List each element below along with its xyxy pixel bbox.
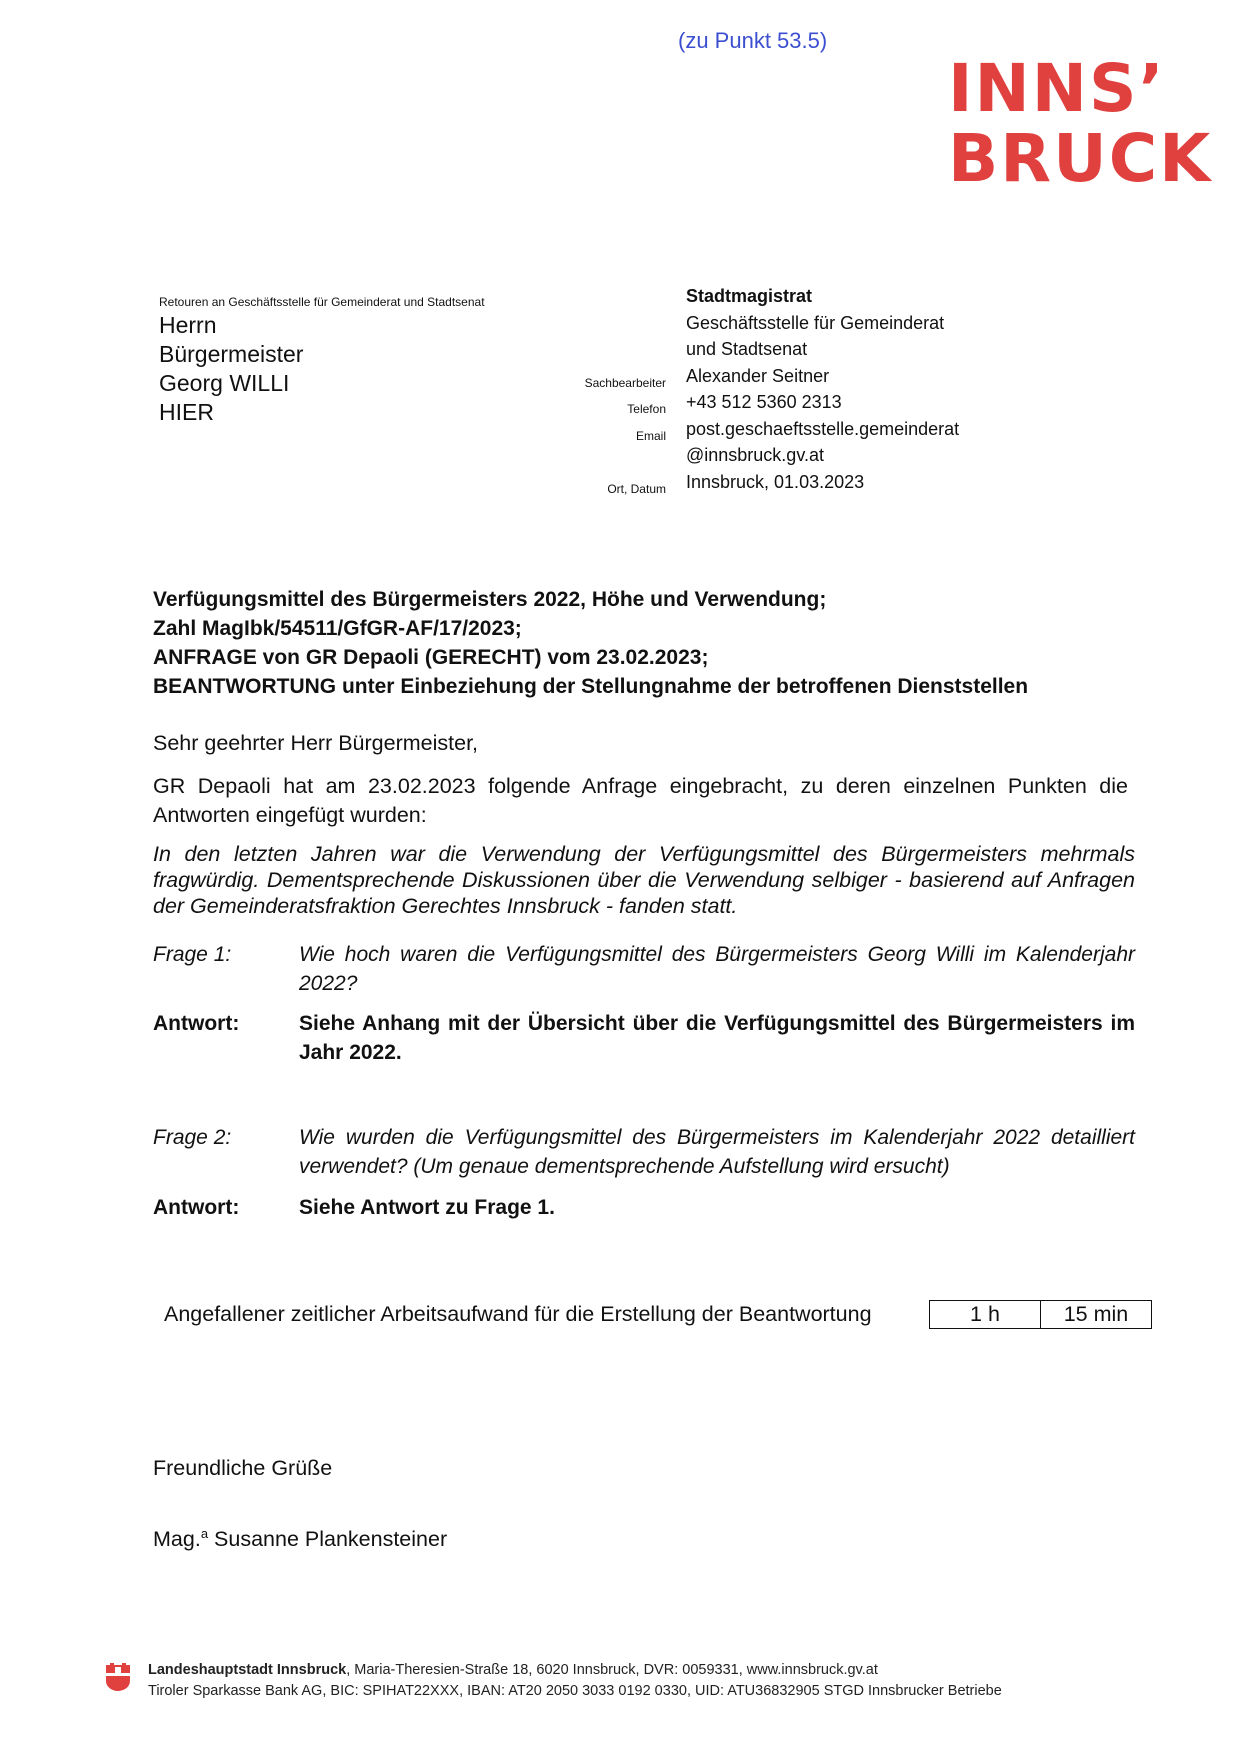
clerk-name: Alexander Seitner <box>686 365 830 386</box>
signer-sup: a <box>200 1526 209 1541</box>
signer <box>153 1526 447 1552</box>
subject-block <box>153 585 1133 701</box>
footer-org: Landeshauptstadt Innsbruck <box>148 1662 347 1678</box>
recipient-line: Herrn <box>159 312 217 338</box>
question-label: Frage 1: <box>153 943 232 966</box>
closing-greeting: Freundliche Grüße <box>153 1456 333 1480</box>
answer-text: Siehe Antwort zu Frage 1. <box>299 1196 555 1219</box>
office-line: und Stadtsenat <box>686 339 808 359</box>
effort-minutes: 15 min <box>1041 1301 1152 1329</box>
footer-line-2: Tiroler Sparkasse Bank AG, BIC: SPIHAT22XXX, IBAN: AT20 2050 3033 0192 0330, UID: ATU36832905 STGD Innsbrucker Betriebe <box>148 1683 1002 1699</box>
subject-line: BEANTWORTUNG unter Einbeziehung der Stellungnahme der betroffenen Dienststellen <box>153 675 1029 698</box>
subject-line: Verfügungsmittel des Bürgermeisters 2022, Höhe und Verwendung; <box>153 588 827 611</box>
clerk-label: Sachbearbeiter <box>584 375 666 390</box>
city-emblem-icon <box>103 1661 133 1693</box>
effort-label: Angefallener zeitlicher Arbeitsaufwand für die Erstellung der Beantwortung <box>164 1302 872 1326</box>
subject-line: ANFRAGE von GR Depaoli (GERECHT) vom 23.02.2023; <box>153 646 709 669</box>
phone-number: +43 512 5360 2313 <box>686 392 842 412</box>
recipient-address <box>159 311 303 427</box>
logo-line-1: INNS’ <box>948 50 1166 127</box>
return-note: Retouren an Geschäftsstelle für Gemeinderat und Stadtsenat <box>159 295 485 309</box>
question-text: Wie hoch waren die Verfügungsmittel des Bürgermeisters Georg Willi im Kalenderjahr 2022? <box>299 943 1135 995</box>
office-line: Geschäftsstelle für Gemeinderat <box>686 312 945 333</box>
email-address[interactable]: post.geschaeftsstelle.gemeinderat <box>686 418 960 439</box>
phone-label: Telefon <box>627 402 666 416</box>
salutation: Sehr geehrter Herr Bürgermeister, <box>153 731 479 755</box>
effort-hours: 1 h <box>930 1301 1041 1329</box>
sender-block <box>686 283 959 495</box>
answer-2 <box>153 1193 1135 1222</box>
place-date: Innsbruck, 01.03.2023 <box>686 471 865 492</box>
sender-labels <box>540 290 666 502</box>
recipient-line: Bürgermeister <box>159 341 304 367</box>
department-name: Stadtmagistrat <box>686 286 813 306</box>
signer-prefix: Mag. <box>153 1527 201 1552</box>
question-2 <box>153 1123 1135 1181</box>
question-text: Wie wurden die Verfügungsmittel des Bürgermeisters im Kalenderjahr 2022 detailliert verwendet? (Um genaue dementsprechende Aufstellung wird ersucht) <box>299 1126 1135 1178</box>
question-1 <box>153 940 1135 998</box>
innsbruck-logo <box>948 50 1213 197</box>
recipient-line: HIER <box>159 399 214 425</box>
email-address-domain[interactable]: @innsbruck.gv.at <box>686 445 824 465</box>
answer-text: Siehe Anhang mit der Übersicht über die Verfügungsmittel des Bürgermeisters im Jahr 2022. <box>299 1012 1135 1064</box>
inquiry-context: In den letzten Jahren war die Verwendung der Verfügungsmittel des Bürgermeisters mehrmals fragwürdig. Dementsprechende Diskussionen über die Verwendung selbiger - basierend auf Anfragen der Gemeinderatsfraktion Gerechtes Innsbruck - fanden statt. <box>153 842 1135 918</box>
answer-label: Antwort: <box>153 1196 240 1219</box>
footer-address: , Maria-Theresien-Straße 18, 6020 Innsbruck, DVR: 0059331, www.innsbruck.gv.at <box>346 1662 878 1678</box>
recipient-line: Georg WILLI <box>159 370 290 396</box>
place-date-label: Ort, Datum <box>607 481 666 496</box>
effort-table <box>929 1300 1152 1329</box>
subject-line: Zahl MagIbk/54511/GfGR-AF/17/2023; <box>153 617 522 640</box>
answer-1 <box>153 1009 1135 1067</box>
intro-paragraph: GR Depaoli hat am 23.02.2023 folgende Anfrage eingebracht, zu deren einzelnen Punkten die Antworten eingefügt wurden: <box>153 774 1128 827</box>
email-label: Email <box>635 428 666 443</box>
logo-line-2: BRUCK <box>948 120 1213 197</box>
question-label: Frage 2: <box>153 1126 232 1149</box>
agenda-reference: (zu Punkt 53.5) <box>678 28 828 53</box>
footer-line-1 <box>148 1660 1002 1681</box>
signer-name: Susanne Plankensteiner <box>214 1527 448 1552</box>
answer-label: Antwort: <box>153 1012 240 1035</box>
